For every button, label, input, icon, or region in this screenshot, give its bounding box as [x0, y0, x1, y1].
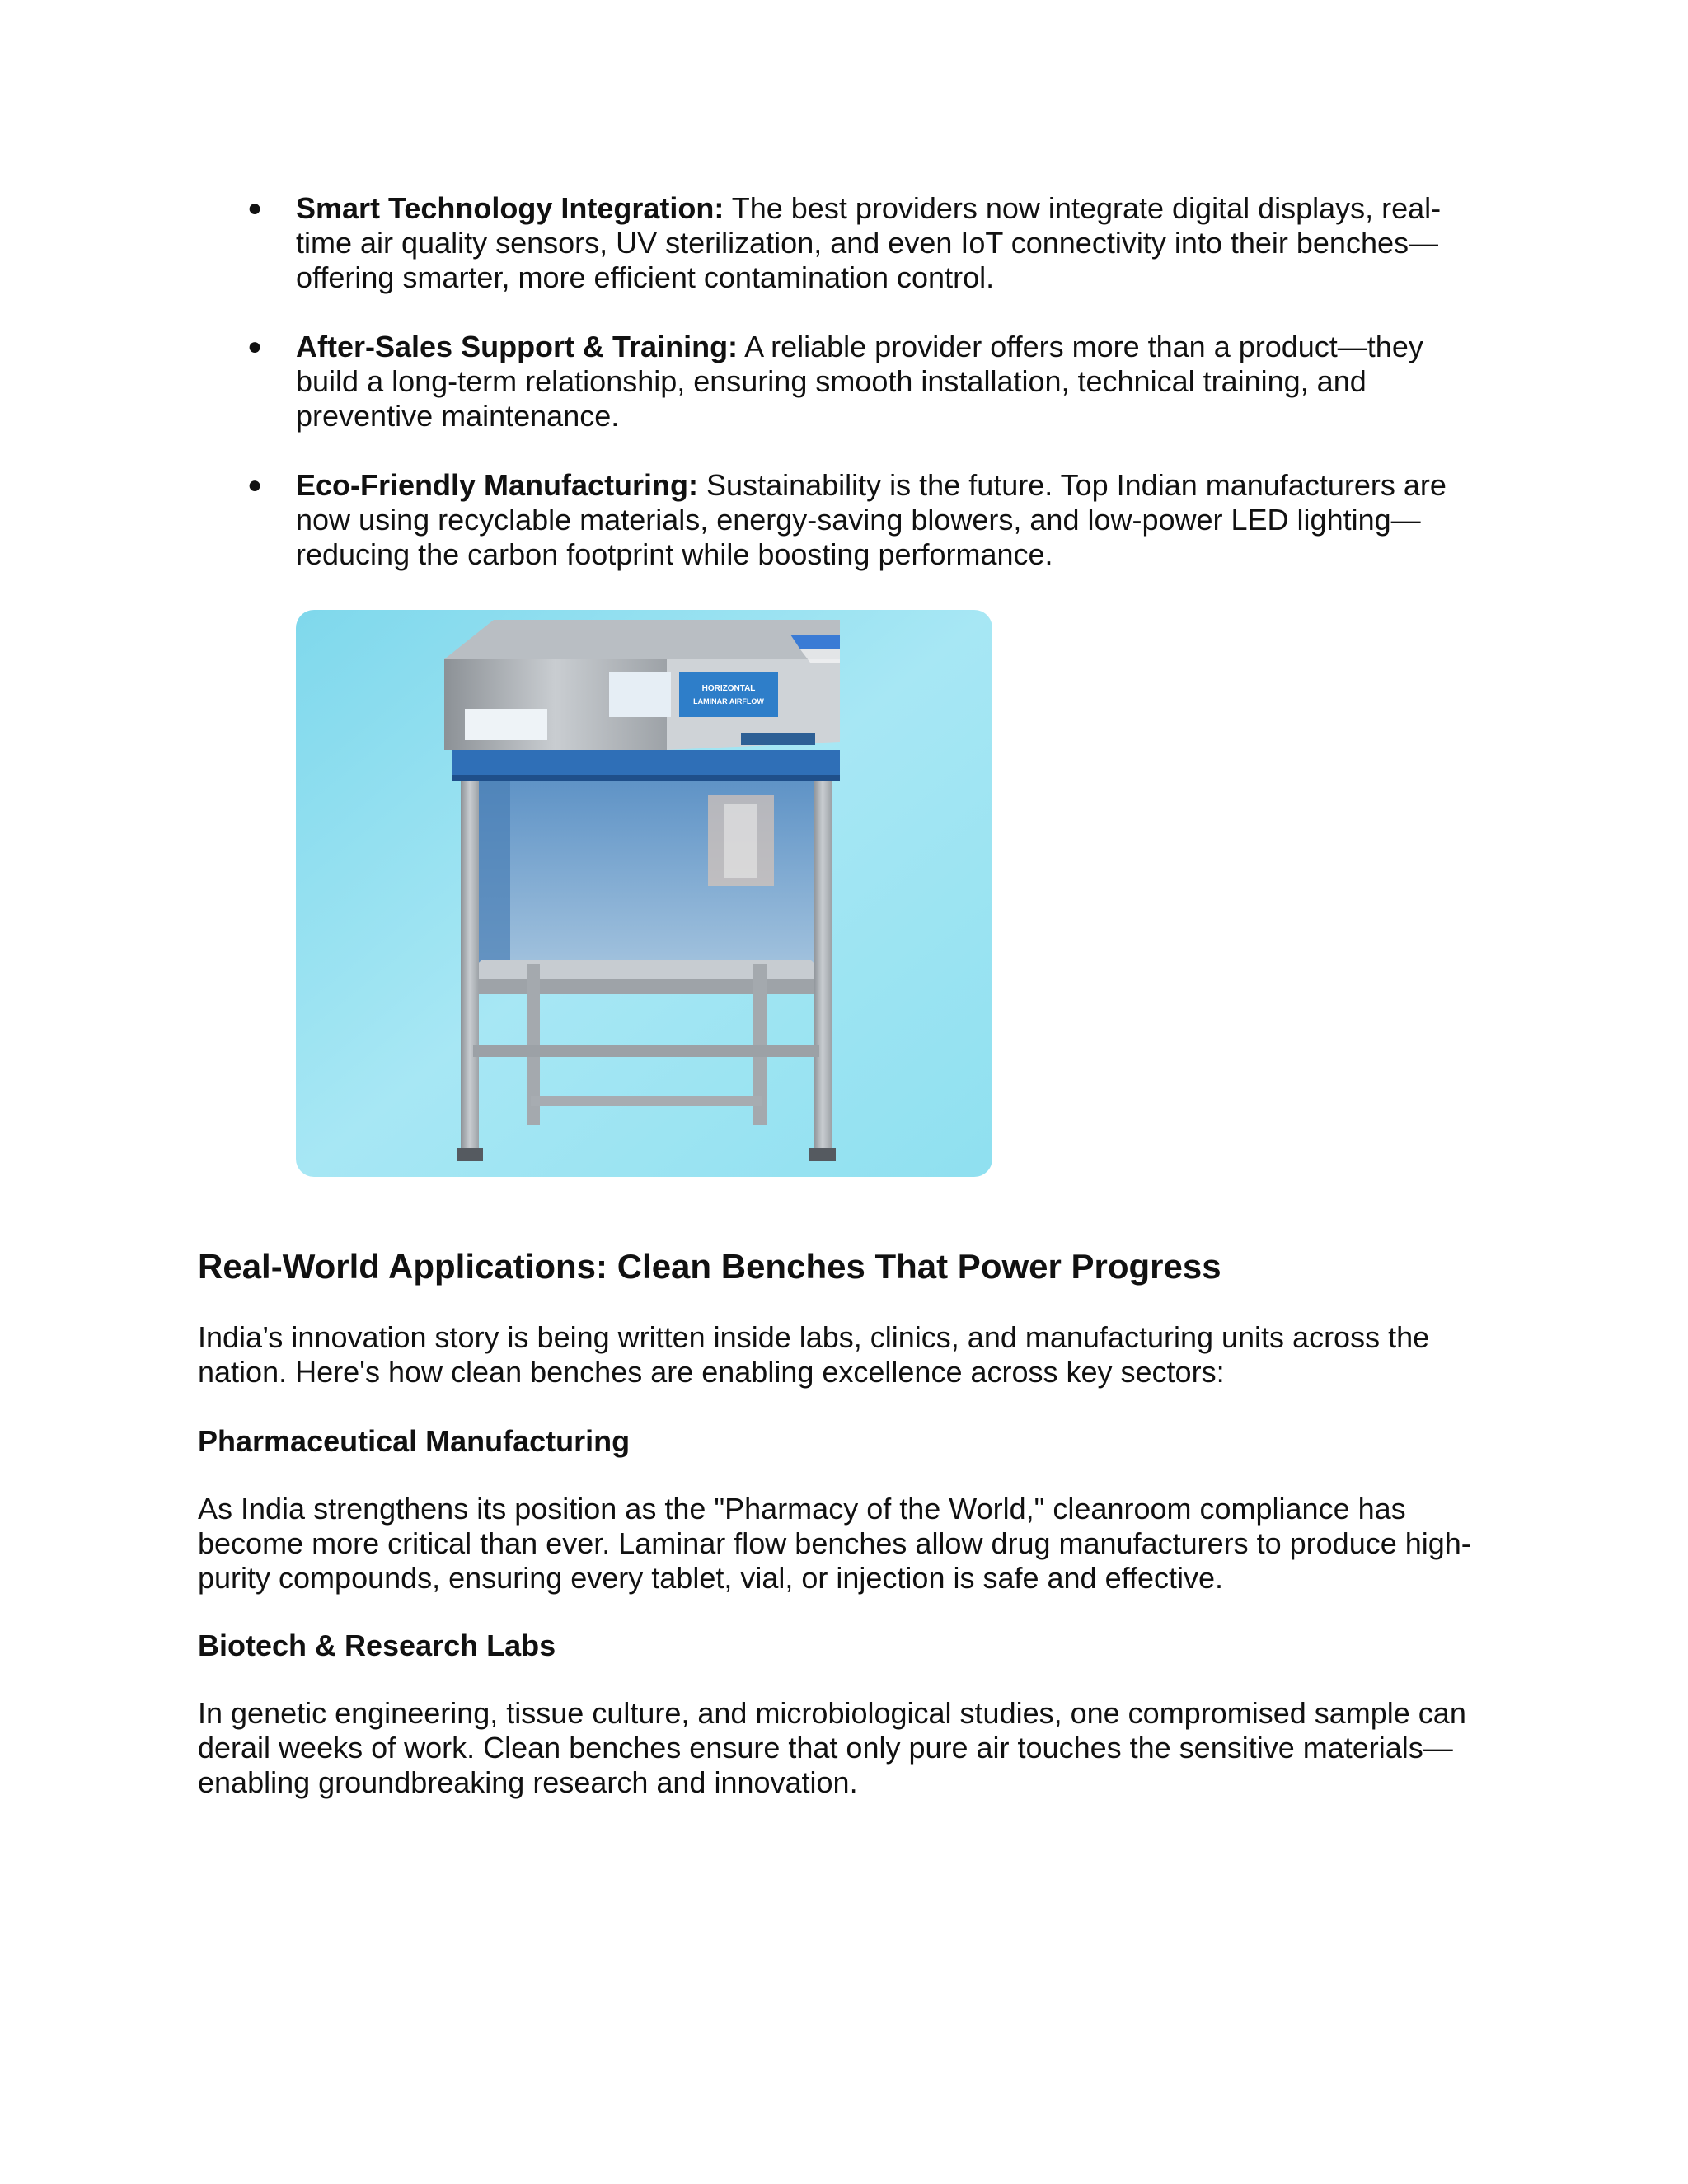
- laminar-flow-bench-photo: [296, 610, 992, 1177]
- bullet-title: Smart Technology Integration:: [296, 191, 724, 225]
- bullet-text: The best providers now integrate digital displays, real-time air quality sensors, UV sterilization, and even IoT connectivity into their benches—offering smarter, more efficient contamination control.: [296, 191, 1442, 294]
- product-label-line1: HORIZONTAL: [701, 684, 756, 693]
- list-item: [198, 330, 1484, 434]
- section-intro: India’s innovation story is being written inside labs, clinics, and manufacturing units across the nation. Here's how clean benches are enabling excellence across key sectors:: [198, 1320, 1430, 1389]
- subsection-text: As India strengthens its position as the "Pharmacy of the World," cleanroom compliance has become more critical than ever. Laminar flow benches allow drug manufacturers to produce high-purity compounds, ensuring every tablet, vial, or injection is safe and effective.: [198, 1492, 1471, 1595]
- bullet-icon: ●: [247, 471, 263, 499]
- subsection-text: In genetic engineering, tissue culture, and microbiological studies, one compromised sample can derail weeks of work. Clean benches ensure that only pure air touches the sensitive materials—enabling groundbreaking research and innovation.: [198, 1696, 1466, 1799]
- bullet-text: A reliable provider offers more than a product—they build a long-term relationship, ensuring smooth installation, technical training, and preventive maintenance.: [296, 330, 1423, 433]
- bullet-title: After-Sales Support & Training:: [296, 330, 738, 363]
- bullet-icon: ●: [247, 194, 263, 222]
- bullet-title: Eco-Friendly Manufacturing:: [296, 468, 699, 502]
- list-item: [198, 191, 1484, 295]
- subsection-heading: Pharmaceutical Manufacturing: [198, 1424, 631, 1458]
- section-heading: Real-World Applications: Clean Benches That Power Progress: [198, 1247, 1221, 1286]
- product-label-line2: LAMINAR AIRFLOW: [693, 697, 764, 705]
- list-item: [198, 468, 1484, 572]
- feature-list: [198, 191, 1484, 607]
- bullet-icon: ●: [247, 333, 263, 360]
- bullet-text: Sustainability is the future. Top Indian manufacturers are now using recyclable materials, energy-saving blowers, and low-power LED lighting—reducing the carbon footprint while boosting performance.: [296, 468, 1447, 571]
- subsection-heading: Biotech & Research Labs: [198, 1629, 556, 1662]
